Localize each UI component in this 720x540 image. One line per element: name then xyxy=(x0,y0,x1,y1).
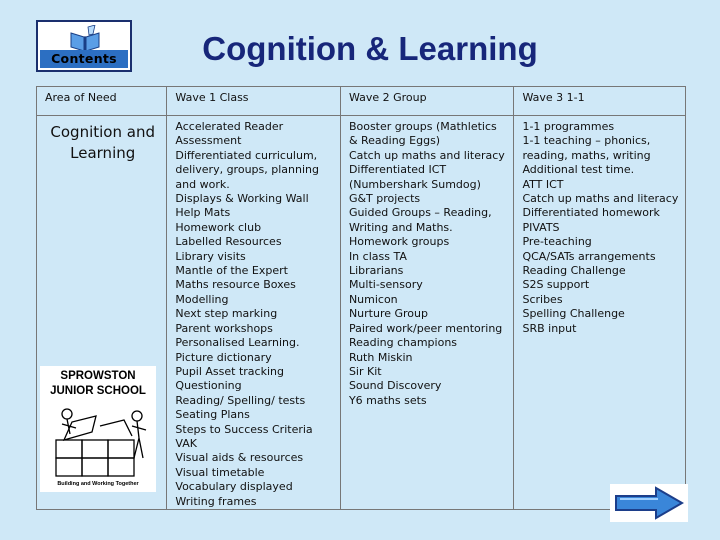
list-item: Catch up maths and literacy xyxy=(522,192,679,206)
list-item: Pre-teaching xyxy=(522,235,592,249)
header-wave-3: Wave 3 1-1 xyxy=(514,87,686,116)
list-item: Reading champions xyxy=(348,336,458,350)
list-item: Scribes xyxy=(522,292,563,306)
contents-button[interactable] xyxy=(36,20,132,72)
book-icon xyxy=(68,25,102,53)
list-item: Visual aids & resources xyxy=(175,451,304,465)
list-item: Parent workshops xyxy=(175,321,273,335)
list-item: Nurture Group xyxy=(348,307,428,321)
list-item: ATT ICT xyxy=(522,177,564,191)
list-item: Mantle of the Expert xyxy=(175,264,288,278)
wave2-cell xyxy=(340,116,514,510)
list-item: Library visits xyxy=(175,249,246,263)
list-item: Picture dictionary xyxy=(175,350,272,364)
list-item: Vocabulary displayed xyxy=(175,480,293,494)
next-button[interactable] xyxy=(610,484,688,522)
list-item: Modelling xyxy=(175,292,229,306)
list-item: Help Mats xyxy=(175,206,231,220)
building-blocks-icon xyxy=(42,402,154,478)
list-item: Sound Discovery xyxy=(348,379,442,393)
arrow-right-icon xyxy=(610,484,688,522)
list-item: Booster groups (Mathletics & Reading Eggs) xyxy=(348,120,497,148)
list-item: S2S support xyxy=(522,278,590,292)
list-item: G&T projects xyxy=(348,192,421,206)
list-item: Y6 maths sets xyxy=(348,393,427,407)
list-item: Catch up maths and literacy xyxy=(348,148,505,162)
list-item: Accelerated Reader Assessment xyxy=(175,120,284,148)
school-logo xyxy=(40,366,156,492)
wave1-cell xyxy=(167,116,341,510)
list-item: Writing frames xyxy=(175,494,257,508)
list-item: Reading Challenge xyxy=(522,264,626,278)
list-item: Homework club xyxy=(175,220,262,234)
header-wave-2: Wave 2 Group xyxy=(340,87,514,116)
list-item: Additional test time. xyxy=(522,163,635,177)
school-motto: Building and Working Together xyxy=(57,481,139,487)
list-item: Differentiated ICT (Numbershark Sumdog) xyxy=(348,163,481,191)
list-item: Maths resource Boxes xyxy=(175,278,296,292)
table-header-row xyxy=(37,87,686,116)
list-item: Guided Groups – Reading, Writing and Maths. xyxy=(348,206,492,234)
wave3-cell xyxy=(514,116,686,510)
list-item: Reading/ Spelling/ tests xyxy=(175,393,306,407)
list-item: QCA/SATs arrangements xyxy=(522,249,656,263)
list-item: 1-1 programmes xyxy=(522,120,615,133)
list-item: Steps to Success Criteria xyxy=(175,422,313,436)
list-item: Ruth Miskin xyxy=(348,350,413,364)
list-item: Librarians xyxy=(348,264,404,278)
contents-label: Contents xyxy=(40,50,128,68)
list-item: Sir Kit xyxy=(348,364,382,378)
list-item: Displays & Working Wall xyxy=(175,192,309,206)
list-item: Questioning xyxy=(175,379,242,393)
list-item: SRB input xyxy=(522,321,577,335)
list-item: Differentiated homework xyxy=(522,206,660,220)
header-wave-1: Wave 1 Class xyxy=(167,87,341,116)
school-name-line2: JUNIOR SCHOOL xyxy=(50,385,146,397)
school-name-line1: SPROWSTON xyxy=(60,370,136,382)
list-item: PIVATS xyxy=(522,220,560,234)
wave2-list xyxy=(349,120,508,408)
list-item: Homework groups xyxy=(348,235,450,249)
list-item: In class TA xyxy=(348,249,407,263)
list-item: Next step marking xyxy=(175,307,278,321)
need-text: Cognition and Learning xyxy=(50,123,155,162)
list-item: VAK xyxy=(175,436,197,450)
list-item: Multi-sensory xyxy=(348,278,423,292)
list-item: Spelling Challenge xyxy=(522,307,625,321)
list-item: Seating Plans xyxy=(175,408,250,422)
list-item: Labelled Resources xyxy=(175,235,282,249)
header-area-of-need: Area of Need xyxy=(37,87,167,116)
list-item: Differentiated curriculum, delivery, groups, planning and work. xyxy=(175,148,319,191)
list-item: Pupil Asset tracking xyxy=(175,364,284,378)
list-item: Numicon xyxy=(348,292,398,306)
list-item: Paired work/peer mentoring xyxy=(348,321,503,335)
list-item: Personalised Learning. xyxy=(175,336,300,350)
wave3-list xyxy=(522,120,679,336)
list-item: 1-1 teaching – phonics, reading, maths, writing xyxy=(522,134,651,162)
page-title: Cognition & Learning xyxy=(202,30,538,67)
list-item: Visual timetable xyxy=(175,465,265,479)
wave1-list xyxy=(175,120,334,509)
